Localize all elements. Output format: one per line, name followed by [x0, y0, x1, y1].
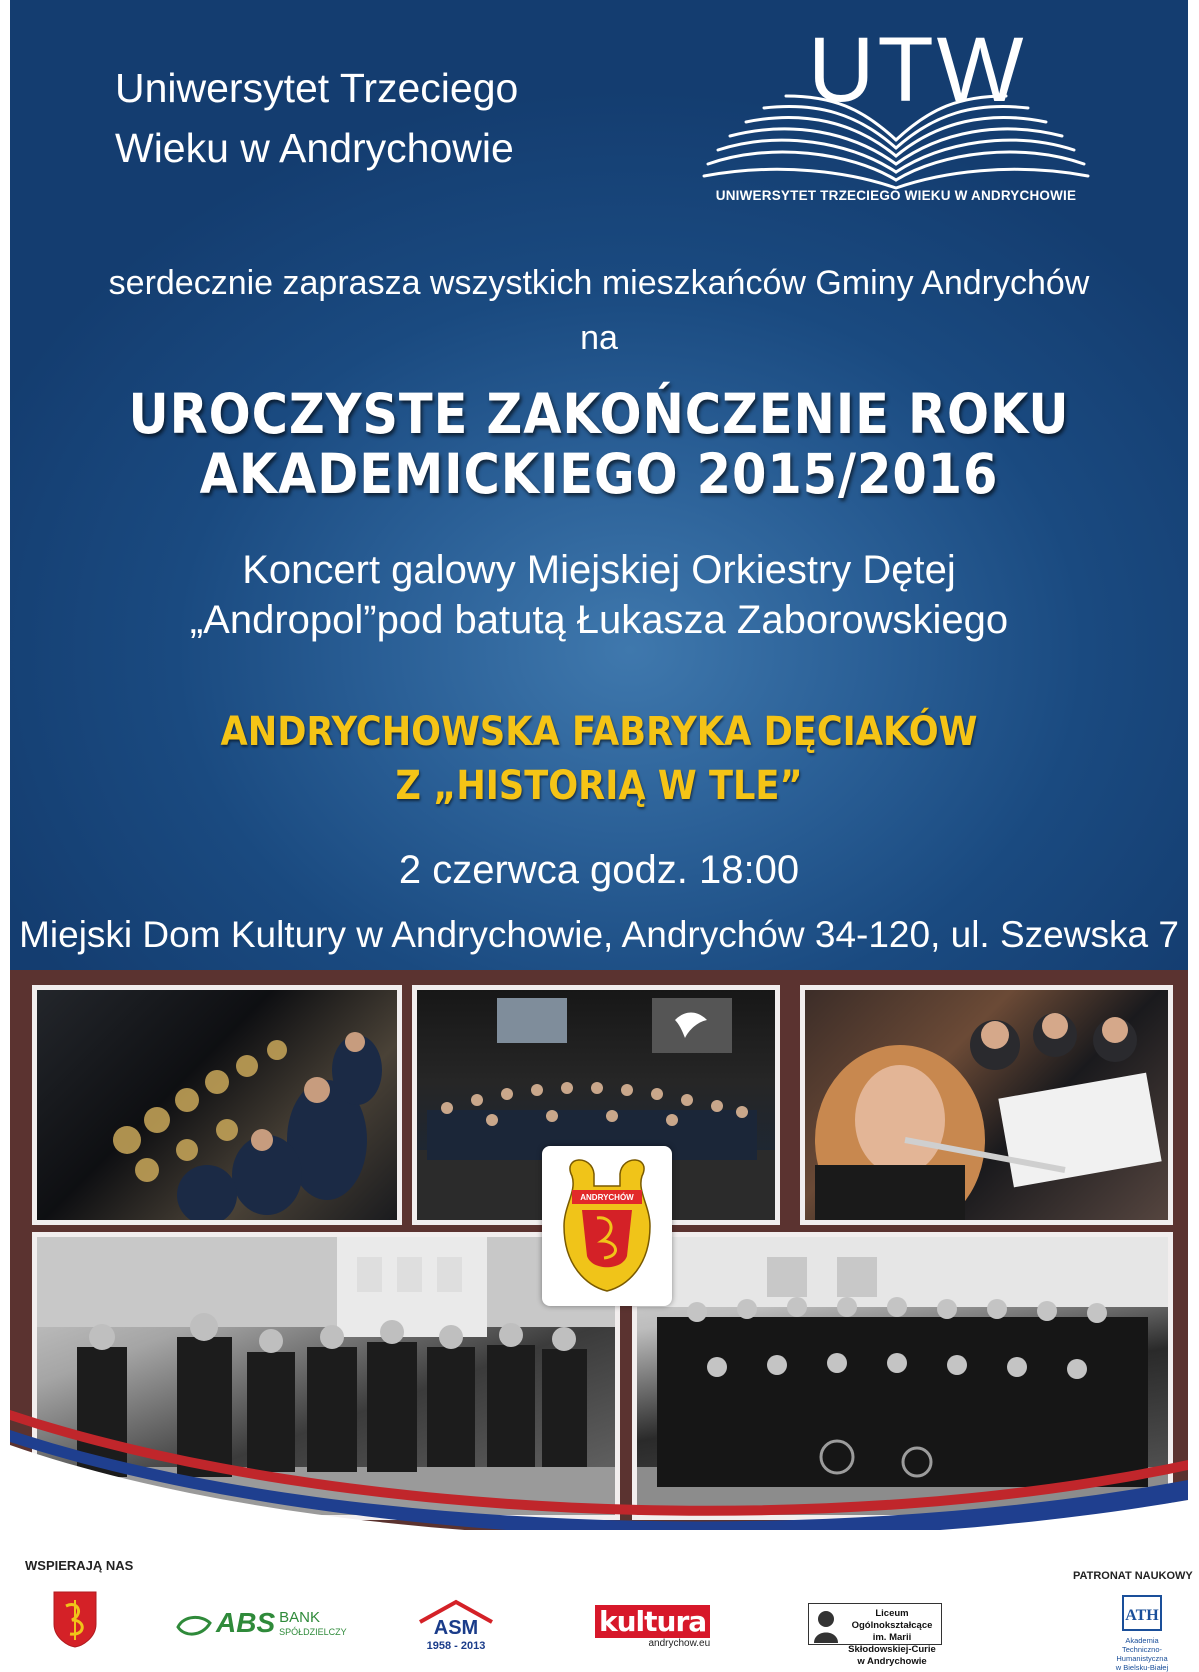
- asm-years: 1958 - 2013: [426, 1640, 486, 1652]
- subtitle-line2: Z „HISTORIĄ W TLE”: [395, 763, 803, 809]
- portrait-icon: [812, 1607, 840, 1643]
- orchestra-emblem: [542, 1146, 672, 1306]
- event-date-time: 2 czerwca godz. 18:00: [398, 848, 800, 892]
- emblem-label: ANDRYCHÓW: [580, 1193, 634, 1202]
- asm-logo: [416, 1598, 496, 1652]
- andrychow-coat-of-arms: [52, 1590, 98, 1653]
- org-name-line2: Wieku w Andrychowie: [115, 125, 514, 171]
- invitation-line: serdecznie zaprasza wszystkich mieszkańców Gminy Andrychów: [108, 264, 1090, 302]
- patronage-label: PATRONAT NAUKOWY: [1073, 1570, 1193, 1582]
- lyre-icon: [542, 1146, 672, 1306]
- photo-brass-section: [32, 985, 402, 1225]
- kultura-name: kultura: [595, 1605, 710, 1638]
- abs-bank-logo: [176, 1607, 347, 1639]
- utw-logo-caption: UNIWERSYTET TRZECIEGO WIEKU W ANDRYCHOWIE: [715, 188, 1077, 203]
- ath-name: ATH: [1125, 1607, 1159, 1624]
- asm-name: ASM: [433, 1617, 479, 1639]
- ath-line2: Techniczno-Humanistyczna: [1116, 1645, 1168, 1663]
- org-name-line1: Uniwersytet Trzeciego: [115, 65, 519, 111]
- event-subtitle: [81, 705, 1118, 813]
- lo-line3: w Andrychowie: [857, 1656, 927, 1667]
- lo-line1: Liceum Ogólnokształcące: [851, 1608, 933, 1631]
- lo-line2: im. Marii Skłodowskiej-Curie: [848, 1632, 936, 1655]
- abs-bank-line1: BANK: [279, 1609, 320, 1626]
- event-venue: Miejski Dom Kultury w Andrychowie, Andrychów 34-120, ul. Szewska 7: [19, 914, 1179, 955]
- sponsors-label: WSPIERAJĄ NAS: [25, 1558, 134, 1573]
- musicians-closeup-illustration: [805, 990, 1168, 1220]
- photo-flute-players: [800, 985, 1173, 1225]
- coat-of-arms-icon: [52, 1590, 98, 1648]
- utw-logo: [700, 20, 1130, 210]
- ath-line3: w Bielsku-Białej: [1115, 1663, 1169, 1672]
- ath-logo: [1098, 1595, 1186, 1672]
- abs-bank-line2: SPÓŁDZIELCZY: [279, 1627, 347, 1637]
- abs-leaf-icon: [176, 1613, 212, 1639]
- open-book-icon: [700, 72, 1092, 192]
- event-title: [69, 384, 1129, 504]
- concert-line1: Koncert galowy Miejskiej Orkiestry Dętej: [242, 548, 956, 592]
- event-title-line2: AKADEMICKIEGO 2015/2016: [199, 442, 999, 506]
- invitation-na: na: [580, 319, 618, 357]
- concert-description: [10, 545, 1188, 645]
- kultura-logo: [595, 1605, 710, 1649]
- kultura-domain: andrychow.eu: [648, 1638, 711, 1649]
- ath-emblem-icon: [1122, 1595, 1162, 1631]
- abs-name: ABS: [216, 1607, 276, 1638]
- lo-curie-logo: [808, 1603, 942, 1667]
- decorative-swoosh: [10, 1400, 1188, 1530]
- utw-logo-letters: UTW: [808, 19, 1027, 121]
- concert-line2: „Andropol”pod batutą Łukasza Zaborowskiego: [189, 598, 1009, 642]
- ath-line1: Akademia: [1125, 1636, 1159, 1645]
- event-title-line1: UROCZYSTE ZAKOŃCZENIE ROKU: [128, 382, 1070, 446]
- brass-players-illustration: [37, 990, 397, 1220]
- subtitle-line1: ANDRYCHOWSKA FABRYKA DĘCIAKÓW: [220, 709, 978, 755]
- poster-header: [10, 0, 1188, 972]
- organization-name: [115, 58, 518, 178]
